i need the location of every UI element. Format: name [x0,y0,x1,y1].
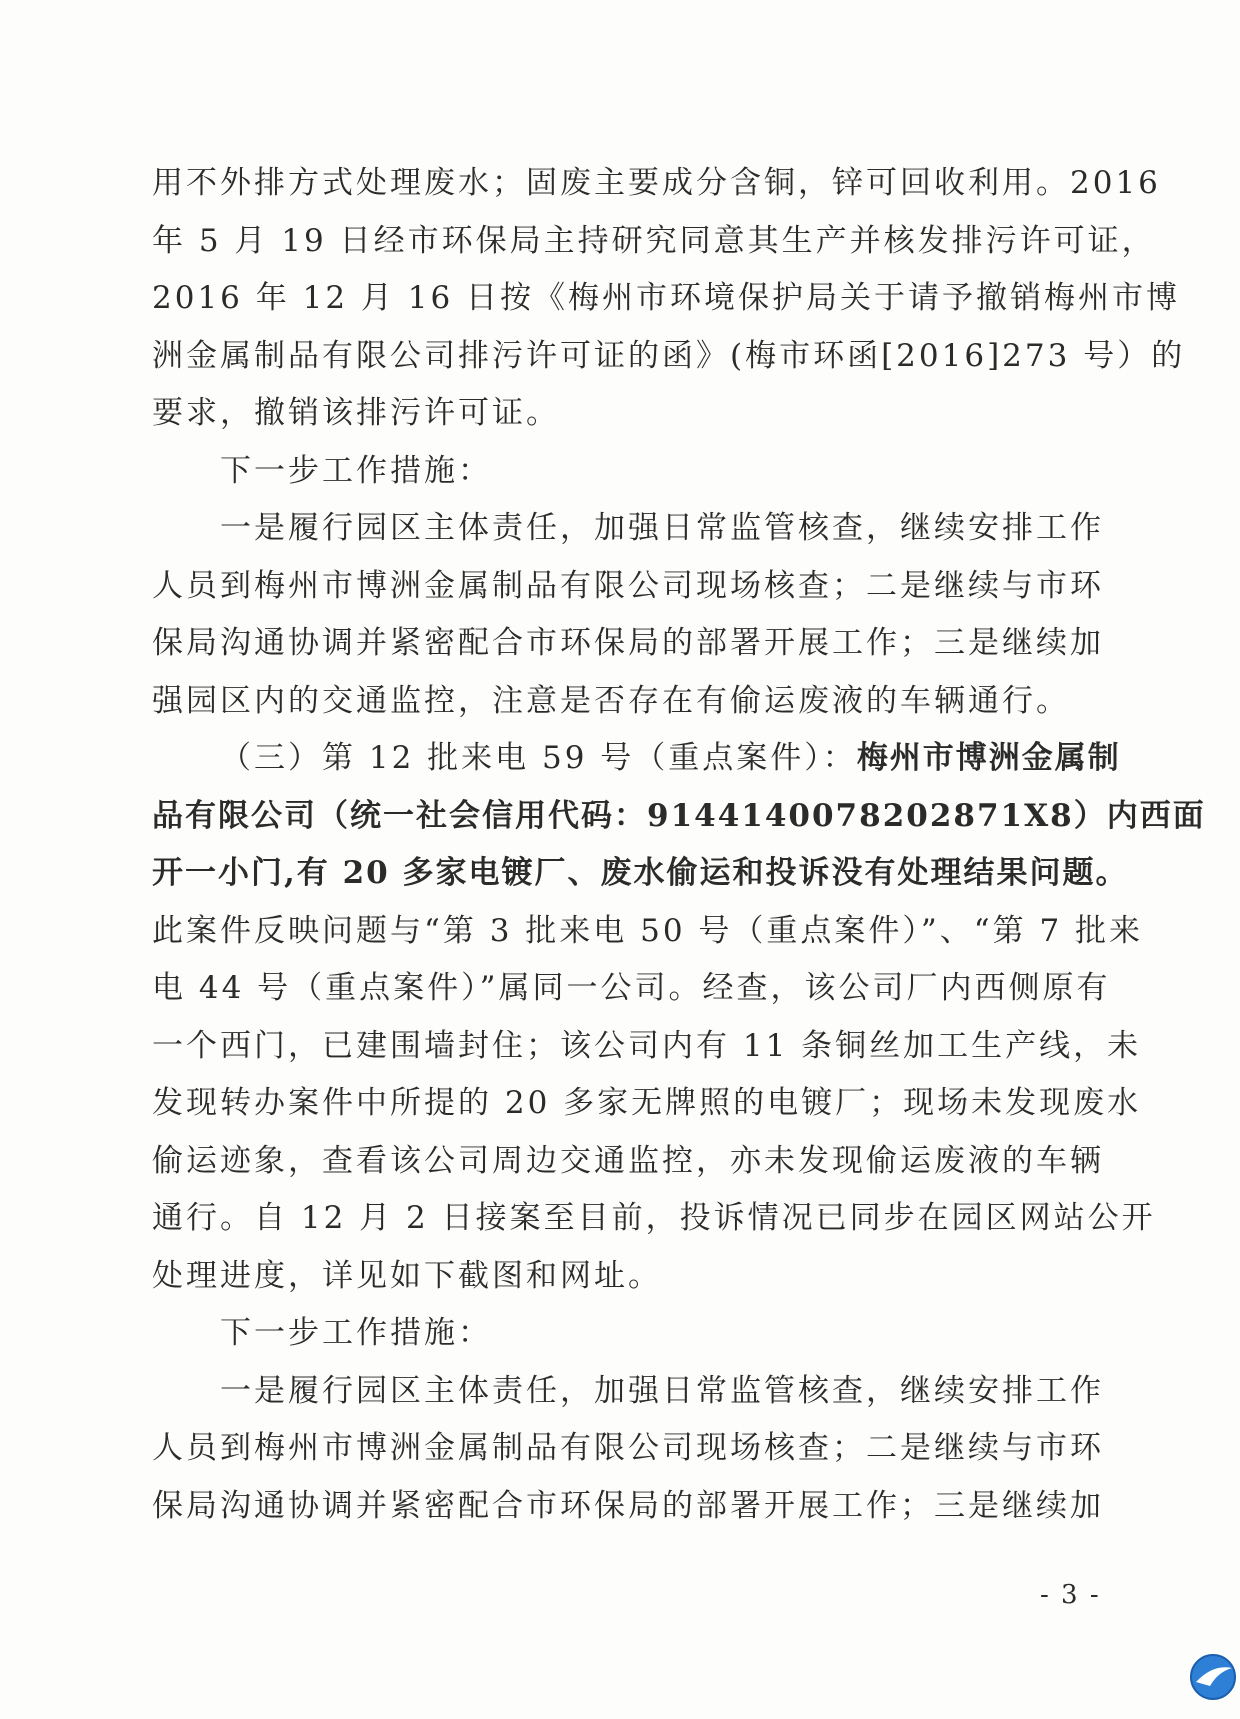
case-title-line [152,730,1121,788]
text-line: 人员到梅州市博洲金属制品有限公司现场核查；二是继续与市环 [152,567,1104,604]
text-line: 此案件反映问题与“第 3 批来电 50 号（重点案件）”、“第 7 批来 [152,912,1144,949]
page-number: - 3 - [1040,1580,1101,1610]
text-line: 一是履行园区主体责任，加强日常监管核查，继续安排工作 [220,1372,1104,1409]
text-line: 洲金属制品有限公司排污许可证的函》(梅市环函[2016]273 号）的 [152,337,1186,374]
text-line: 要求，撤销该排污许可证。 [152,395,560,431]
case-subject: 梅州市博洲金属制 [856,740,1121,776]
text-line: 电 44 号（重点案件）”属同一公司。经查，该公司厂内西侧原有 [152,970,1111,1006]
text-line: 通行。自 12 月 2 日接案至目前，投诉情况已同步在园区网站公开 [152,1200,1156,1236]
text-line: 发现转办案件中所提的 20 多家无牌照的电镀厂；现场未发现废水 [152,1085,1142,1121]
case-subject-line: 开一小门,有 20 多家电镀厂、废水偷运和投诉没有处理结果问题。 [152,855,1129,891]
case-label: （三）第 12 批来电 59 号（重点案件）： [220,740,857,776]
text-line: 保局沟通协调并紧密配合市环保局的部署开展工作；三是继续加 [152,625,1104,661]
scanner-app-logo-icon [1188,1652,1238,1702]
text-line: 一是履行园区主体责任，加强日常监管核查，继续安排工作 [220,510,1104,546]
text-line: 人员到梅州市博洲金属制品有限公司现场核查；二是继续与市环 [152,1430,1104,1466]
case-subject-line: 品有限公司（统一社会信用代码：9144140078202871X8）内西面 [152,797,1206,834]
text-line: 处理进度，详见如下截图和网址。 [152,1257,662,1294]
text-line: 年 5 月 19 日经市环保局主持研究同意其生产并核发排污许可证， [152,222,1156,259]
body-text [152,155,1206,1535]
text-line: 强园区内的交通监控，注意是否存在有偷运废液的车辆通行。 [152,682,1070,719]
section-heading: 下一步工作措施： [220,1315,492,1351]
text-line: 保局沟通协调并紧密配合市环保局的部署开展工作；三是继续加 [152,1487,1104,1524]
text-line: 用不外排方式处理废水；固废主要成分含铜，锌可回收利用。2016 [152,165,1161,201]
text-line: 一个西门，已建围墙封住；该公司内有 11 条铜丝加工生产线，未 [152,1027,1142,1064]
text-line: 2016 年 12 月 16 日按《梅州市环境保护局关于请予撤销梅州市博 [152,280,1181,316]
section-heading: 下一步工作措施： [220,452,492,489]
text-line: 偷运迹象，查看该公司周边交通监控，亦未发现偷运废液的车辆 [152,1142,1104,1179]
